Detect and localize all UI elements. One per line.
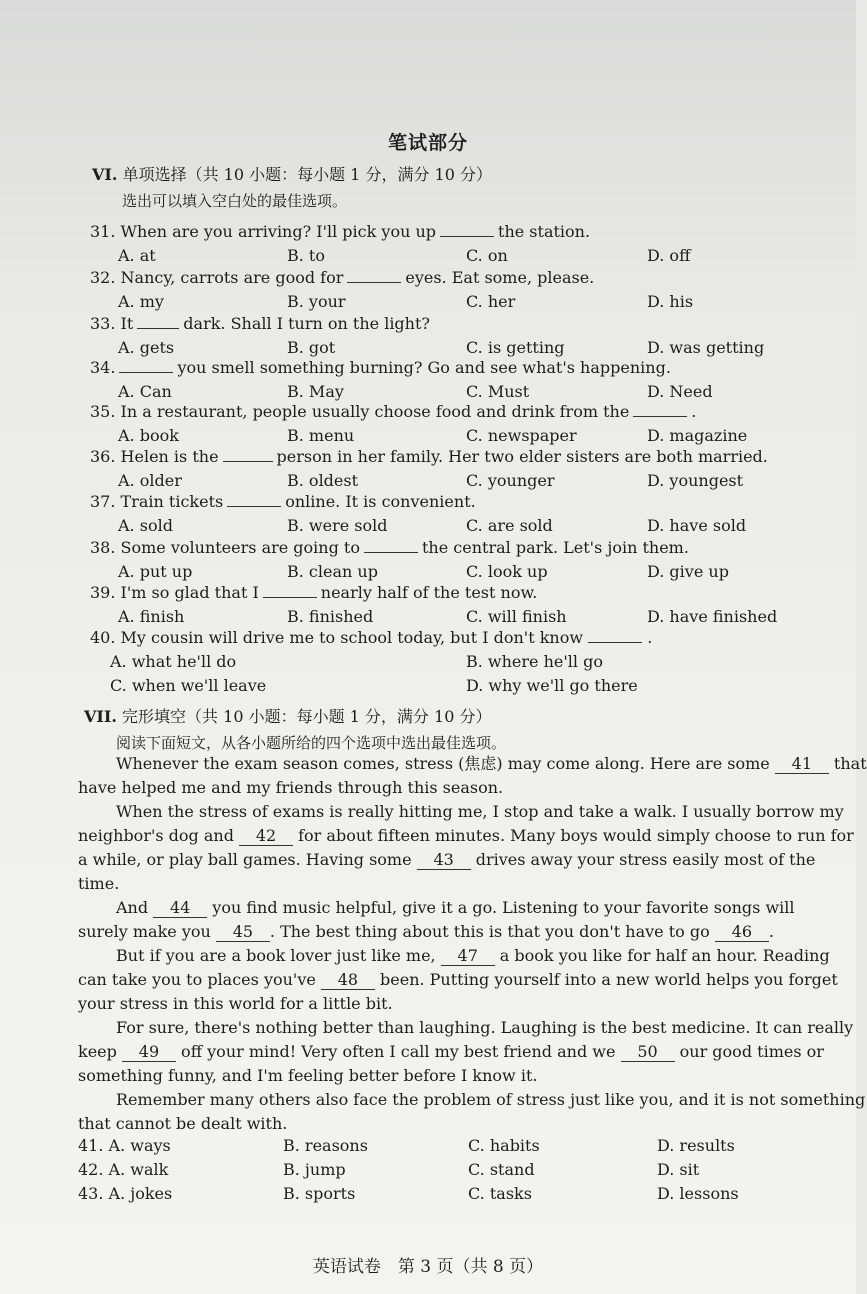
passage-text: can take you to places you've bbox=[78, 970, 321, 989]
passage-line bbox=[78, 824, 854, 848]
question-35-option-a: A. book bbox=[118, 426, 179, 445]
question-33 bbox=[90, 314, 430, 333]
section-7-number: VII. bbox=[84, 707, 117, 726]
question-36-option-c: C. younger bbox=[466, 471, 555, 490]
question-37-option-d: D. have sold bbox=[647, 516, 747, 535]
question-37-pre: 37. Train tickets bbox=[90, 492, 224, 511]
question-37 bbox=[90, 492, 476, 511]
answer-blank bbox=[223, 447, 273, 462]
question-40-option-a: A. what he'll do bbox=[110, 652, 237, 671]
question-39-option-b: B. finished bbox=[287, 607, 374, 626]
question-40-post: . bbox=[647, 628, 653, 647]
answer-blank bbox=[263, 583, 317, 598]
passage-text: neighbor's dog and bbox=[78, 826, 240, 845]
passage-text: drives away your stress easily most of the bbox=[470, 850, 816, 869]
cloze-blank-number: 47 bbox=[441, 947, 495, 966]
question-31-pre: 31. When are you arriving? I'll pick you up bbox=[90, 222, 437, 241]
passage-text: . The best thing about this is that you don't have to go bbox=[269, 922, 715, 941]
question-38 bbox=[90, 538, 689, 557]
question-39-option-c: C. will finish bbox=[466, 607, 567, 626]
passage-text: a while, or play ball games. Having some bbox=[78, 850, 417, 869]
choice-41-option-d: D. results bbox=[657, 1136, 735, 1155]
question-33-option-a: A. gets bbox=[118, 338, 175, 357]
choice-42-option-d: D. sit bbox=[657, 1160, 700, 1179]
question-38-option-c: C. look up bbox=[466, 562, 548, 581]
passage-text: our good times or bbox=[674, 1042, 824, 1061]
cloze-blank-number: 44 bbox=[153, 899, 207, 918]
question-32-option-c: C. her bbox=[466, 292, 516, 311]
question-31-option-d: D. off bbox=[647, 246, 691, 265]
cloze-blank-number: 46 bbox=[715, 923, 769, 942]
question-34-option-c: C. Must bbox=[466, 382, 530, 401]
question-36-option-d: D. youngest bbox=[647, 471, 744, 490]
passage-text: Whenever the exam season comes, stress (焦虑) may come along. Here are some bbox=[116, 754, 775, 773]
passage-text: your stress in this world for a little bit. bbox=[78, 994, 393, 1013]
question-36-option-b: B. oldest bbox=[287, 471, 359, 490]
passage-text: But if you are a book lover just like me, bbox=[116, 946, 441, 965]
question-40 bbox=[90, 628, 652, 647]
passage-text: When the stress of exams is really hitting me, I stop and take a walk. I usually borrow my bbox=[116, 802, 844, 821]
question-31 bbox=[90, 222, 590, 241]
question-39-pre: 39. I'm so glad that I bbox=[90, 583, 259, 602]
passage-line bbox=[78, 896, 840, 920]
question-33-option-c: C. is getting bbox=[466, 338, 565, 357]
question-36-option-a: A. older bbox=[118, 471, 182, 490]
question-35-post: . bbox=[691, 402, 697, 421]
question-35-option-d: D. magazine bbox=[647, 426, 748, 445]
page-title: 笔试部分 bbox=[387, 132, 468, 154]
passage-text: you find music helpful, give it a go. Listening to your favorite songs will bbox=[207, 898, 795, 917]
question-34-option-a: A. Can bbox=[118, 382, 172, 401]
answer-blank bbox=[633, 402, 687, 417]
question-34-pre: 34. bbox=[90, 358, 116, 377]
passage-text: time. bbox=[78, 874, 120, 893]
question-37-option-a: A. sold bbox=[118, 516, 173, 535]
passage-line bbox=[78, 1112, 840, 1136]
passage-text: For sure, there's nothing better than laughing. Laughing is the best medicine. It can really bbox=[116, 1018, 854, 1037]
choice-43-option-a: 43. A. jokes bbox=[78, 1184, 173, 1203]
question-32 bbox=[90, 268, 594, 287]
question-38-option-a: A. put up bbox=[118, 562, 193, 581]
passage-text: for about fifteen minutes. Many boys would simply choose to run for bbox=[293, 826, 854, 845]
page-footer: 英语试卷 第 3 页（共 8 页） bbox=[312, 1257, 544, 1277]
passage-line bbox=[78, 848, 840, 872]
answer-blank bbox=[227, 492, 281, 507]
passage-line bbox=[78, 1064, 840, 1088]
cloze-blank-number: 50 bbox=[621, 1043, 675, 1062]
passage-text: that cannot be dealt with. bbox=[78, 1114, 288, 1133]
passage-line bbox=[78, 776, 840, 800]
question-38-option-b: B. clean up bbox=[287, 562, 378, 581]
question-38-option-d: D. give up bbox=[647, 562, 729, 581]
question-40-option-d: D. why we'll go there bbox=[466, 676, 638, 695]
cloze-blank-number: 49 bbox=[122, 1043, 176, 1062]
section-6-heading bbox=[92, 162, 492, 185]
question-35-option-b: B. menu bbox=[287, 426, 355, 445]
passage-line bbox=[78, 944, 840, 968]
choice-41-option-c: C. habits bbox=[468, 1136, 540, 1155]
passage-line bbox=[78, 752, 867, 776]
question-38-post: the central park. Let's join them. bbox=[422, 538, 689, 557]
answer-blank bbox=[440, 222, 494, 237]
passage-line bbox=[78, 800, 844, 824]
question-34 bbox=[90, 358, 671, 377]
question-34-post: you smell something burning? Go and see what's happening. bbox=[177, 358, 671, 377]
question-37-option-b: B. were sold bbox=[287, 516, 388, 535]
choice-41-option-b: B. reasons bbox=[283, 1136, 368, 1155]
question-36 bbox=[90, 447, 768, 466]
cloze-blank-number: 43 bbox=[417, 851, 471, 870]
question-32-option-a: A. my bbox=[118, 292, 164, 311]
passage-text: off your mind! Very often I call my best friend and we bbox=[175, 1042, 621, 1061]
question-40-option-b: B. where he'll go bbox=[466, 652, 603, 671]
question-31-option-a: A. at bbox=[118, 246, 156, 265]
question-31-option-b: B. to bbox=[287, 246, 325, 265]
choice-43-option-c: C. tasks bbox=[468, 1184, 532, 1203]
choice-41-option-a: 41. A. ways bbox=[78, 1136, 171, 1155]
question-34-option-d: D. Need bbox=[647, 382, 713, 401]
section-6-title: 单项选择（共 10 小题：每小题 1 分，满分 10 分） bbox=[122, 165, 492, 184]
question-35-pre: 35. In a restaurant, people usually choose food and drink from the bbox=[90, 402, 630, 421]
question-35-option-c: C. newspaper bbox=[466, 426, 577, 445]
passage-text: have helped me and my friends through this season. bbox=[78, 778, 504, 797]
question-40-pre: 40. My cousin will drive me to school today, but I don't know bbox=[90, 628, 584, 647]
cloze-blank-number: 45 bbox=[216, 923, 270, 942]
choice-43-option-b: B. sports bbox=[283, 1184, 356, 1203]
question-32-option-d: D. his bbox=[647, 292, 694, 311]
question-36-post: person in her family. Her two elder sisters are both married. bbox=[276, 447, 768, 466]
question-36-pre: 36. Helen is the bbox=[90, 447, 219, 466]
cloze-passage bbox=[78, 752, 867, 1136]
passage-text: been. Putting yourself into a new world helps you forget bbox=[374, 970, 838, 989]
question-38-pre: 38. Some volunteers are going to bbox=[90, 538, 360, 557]
question-39-option-d: D. have finished bbox=[647, 607, 778, 626]
passage-text: . bbox=[768, 922, 774, 941]
question-39 bbox=[90, 583, 537, 602]
choice-43-option-d: D. lessons bbox=[657, 1184, 739, 1203]
question-35 bbox=[90, 402, 696, 421]
question-37-option-c: C. are sold bbox=[466, 516, 553, 535]
passage-line bbox=[78, 1016, 854, 1040]
question-34-option-b: B. May bbox=[287, 382, 344, 401]
passage-line bbox=[78, 968, 840, 992]
question-39-option-a: A. finish bbox=[118, 607, 185, 626]
passage-line bbox=[78, 1040, 840, 1064]
section-6-instruction: 选出可以填入空白处的最佳选项。 bbox=[122, 192, 348, 210]
choice-42-option-b: B. jump bbox=[283, 1160, 346, 1179]
answer-blank bbox=[347, 268, 401, 283]
question-39-post: nearly half of the test now. bbox=[320, 583, 538, 602]
question-33-option-b: B. got bbox=[287, 338, 336, 357]
passage-line bbox=[78, 992, 840, 1016]
passage-text: Remember many others also face the problem of stress just like you, and it is not something bbox=[116, 1090, 866, 1109]
cloze-blank-number: 41 bbox=[775, 755, 829, 774]
section-7-heading bbox=[84, 704, 491, 727]
question-33-pre: 33. It bbox=[90, 314, 134, 333]
choice-42-option-c: C. stand bbox=[468, 1160, 535, 1179]
section-7-title: 完形填空（共 10 小题：每小题 1 分，满分 10 分） bbox=[122, 707, 492, 726]
cloze-blank-number: 48 bbox=[321, 971, 375, 990]
choice-42-option-a: 42. A. walk bbox=[78, 1160, 169, 1179]
cloze-blank-number: 42 bbox=[239, 827, 293, 846]
answer-blank bbox=[588, 628, 642, 643]
answer-blank bbox=[137, 314, 179, 329]
question-33-post: dark. Shall I turn on the light? bbox=[183, 314, 430, 333]
question-37-post: online. It is convenient. bbox=[285, 492, 476, 511]
question-31-post: the station. bbox=[498, 222, 591, 241]
answer-blank bbox=[119, 358, 173, 373]
question-32-pre: 32. Nancy, carrots are good for bbox=[90, 268, 344, 287]
passage-line bbox=[78, 1088, 866, 1112]
passage-text: something funny, and I'm feeling better before I know it. bbox=[78, 1066, 538, 1085]
answer-blank bbox=[364, 538, 418, 553]
section-7-instruction: 阅读下面短文，从各小题所给的四个选项中选出最佳选项。 bbox=[116, 734, 507, 752]
question-32-post: eyes. Eat some, please. bbox=[405, 268, 595, 287]
question-31-option-c: C. on bbox=[466, 246, 508, 265]
passage-text: keep bbox=[78, 1042, 122, 1061]
passage-text: surely make you bbox=[78, 922, 216, 941]
question-40-option-c: C. when we'll leave bbox=[110, 676, 267, 695]
passage-text: And bbox=[116, 898, 154, 917]
passage-text: a book you like for half an hour. Reading bbox=[494, 946, 830, 965]
section-6-number: VI. bbox=[92, 165, 118, 184]
passage-line bbox=[78, 920, 840, 944]
passage-line bbox=[78, 872, 840, 896]
passage-text: that bbox=[828, 754, 867, 773]
question-33-option-d: D. was getting bbox=[647, 338, 765, 357]
question-32-option-b: B. your bbox=[287, 292, 346, 311]
